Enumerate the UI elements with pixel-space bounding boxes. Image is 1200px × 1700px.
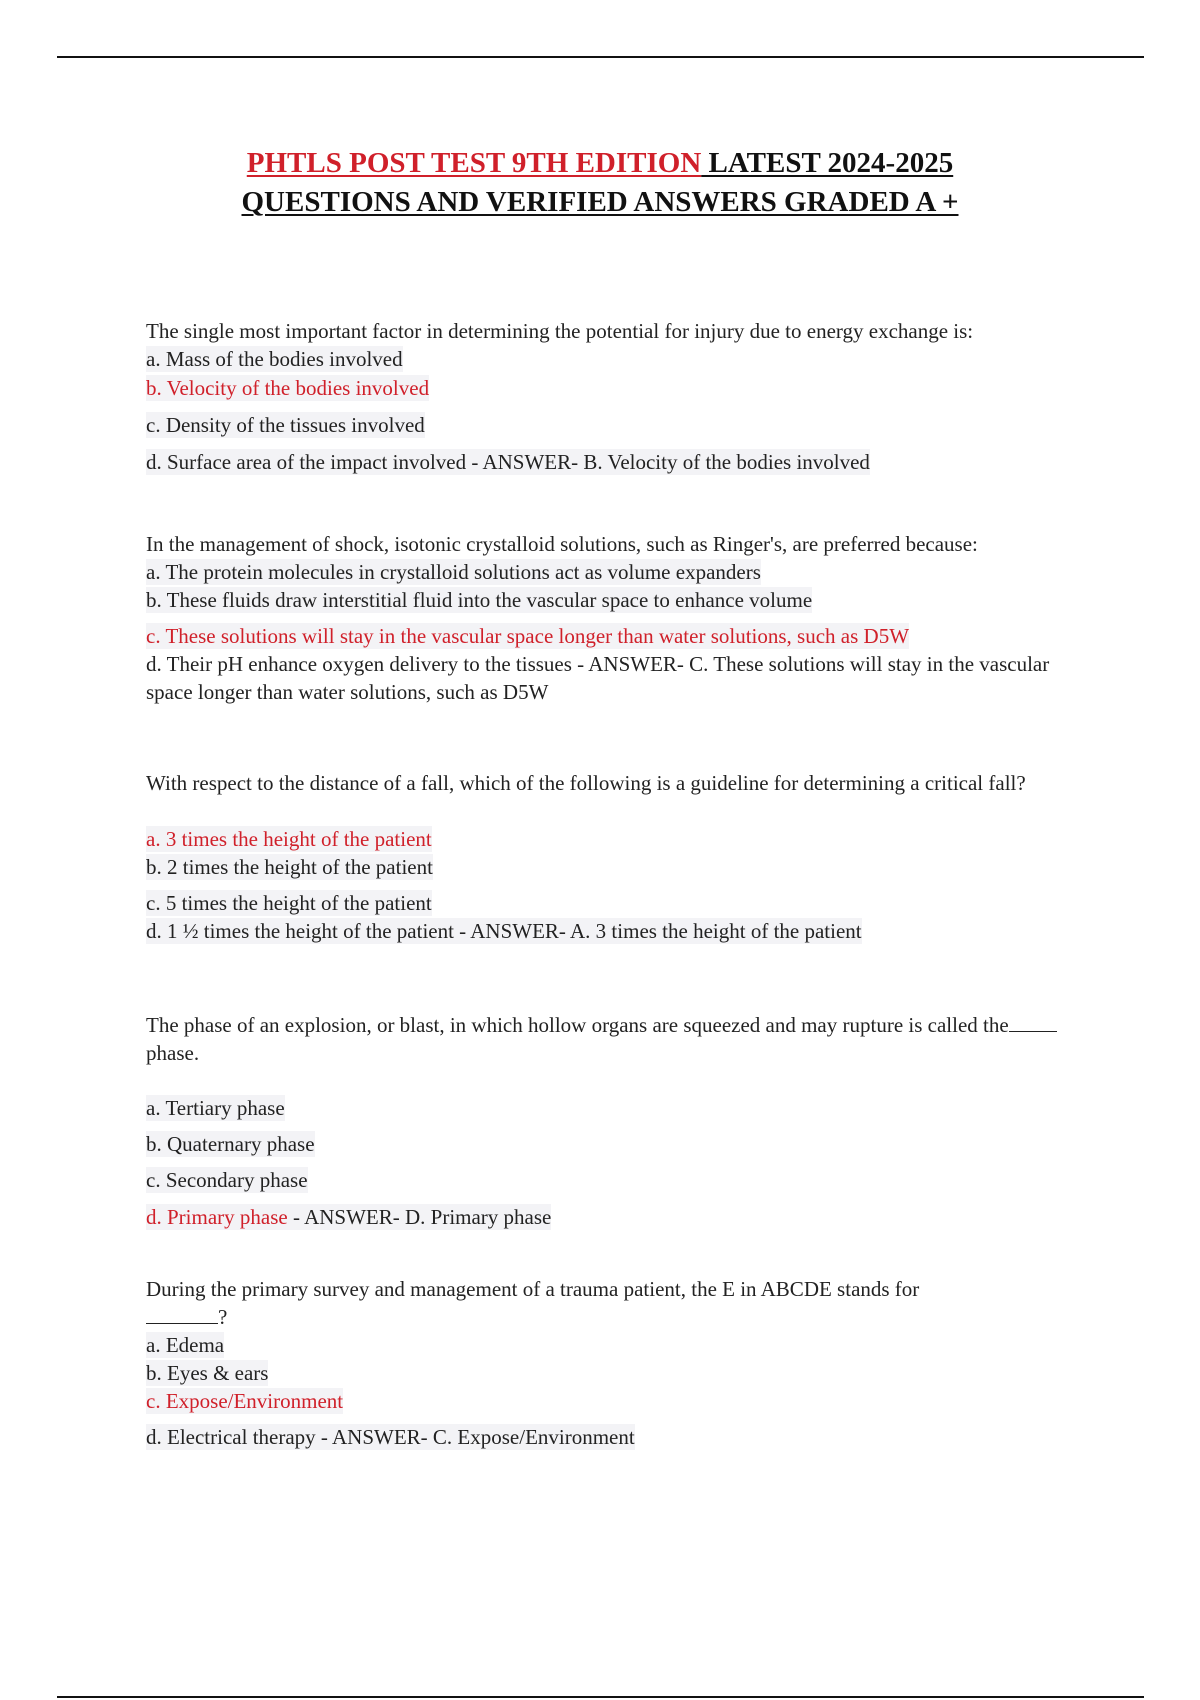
question-2 — [146, 530, 1076, 706]
option-c-correct: c. These solutions will stay in the vascular space longer than water solutions, such as D5W — [146, 624, 910, 648]
option-b-correct: b. Velocity of the bodies involved — [146, 376, 430, 400]
option-d-answer: d. Their pH enhance oxygen delivery to the tissues - ANSWER- C. These solutions will stay in the vascular space longer than water solutions, such as D5W — [146, 652, 1050, 704]
top-rule — [57, 56, 1144, 58]
option-d-answer: d. 1 ½ times the height of the patient - ANSWER- A. 3 times the height of the patient — [146, 919, 862, 943]
option-b: b. Eyes & ears — [146, 1361, 269, 1385]
question-stem: With respect to the distance of a fall, which of the following is a guideline for determining a critical fall? — [146, 771, 1026, 795]
option-b: b. 2 times the height of the patient — [146, 855, 433, 879]
option-a: a. Mass of the bodies involved — [146, 347, 403, 371]
option-d-answer: d. Surface area of the impact involved - ANSWER- B. Velocity of the bodies involved — [146, 450, 870, 474]
option-c: c. Density of the tissues involved — [146, 413, 425, 437]
fill-in-blank — [146, 1305, 218, 1324]
question-stem: The single most important factor in determining the potential for injury due to energy exchange is: — [146, 319, 974, 343]
question-stem: The phase of an explosion, or blast, in which hollow organs are squeezed and may rupture is called thephase. — [146, 1011, 1076, 1067]
question-stem: In the management of shock, isotonic crystalloid solutions, such as Ringer's, are preferred because: — [146, 532, 978, 556]
title-line-2: QUESTIONS AND VERIFIED ANSWERS GRADED A + — [241, 186, 959, 218]
option-d-correct: d. Primary phase — [146, 1205, 288, 1229]
option-c: c. Secondary phase — [146, 1168, 308, 1192]
option-a-correct: a. 3 times the height of the patient — [146, 827, 432, 851]
option-a: a. Tertiary phase — [146, 1096, 285, 1120]
question-stem-blank: ? — [146, 1303, 1076, 1331]
title-red-part: PHTLS POST TEST 9TH EDITION — [246, 147, 702, 179]
question-1 — [146, 317, 1076, 476]
option-d-answer: d. Electrical therapy - ANSWER- C. Expose/Environment — [146, 1425, 635, 1449]
bottom-rule — [57, 1696, 1144, 1698]
option-b: b. These fluids draw interstitial fluid into the vascular space to enhance volume — [146, 588, 813, 612]
option-c-correct: c. Expose/Environment — [146, 1389, 344, 1413]
question-stem: During the primary survey and management of a trauma patient, the E in ABCDE stands for — [146, 1277, 920, 1301]
option-a: a. The protein molecules in crystalloid solutions act as volume expanders — [146, 560, 761, 584]
option-b: b. Quaternary phase — [146, 1132, 315, 1156]
question-3 — [146, 769, 1076, 945]
option-d-answer: d. Primary phase - ANSWER- D. Primary phase — [146, 1205, 552, 1229]
document-title — [0, 144, 1200, 222]
fill-in-blank — [1009, 1013, 1057, 1032]
question-5 — [146, 1275, 1076, 1451]
question-4 — [146, 1011, 1076, 1231]
option-c: c. 5 times the height of the patient — [146, 891, 432, 915]
option-a: a. Edema — [146, 1333, 225, 1357]
title-black-part: LATEST 2024-2025 — [701, 147, 954, 179]
